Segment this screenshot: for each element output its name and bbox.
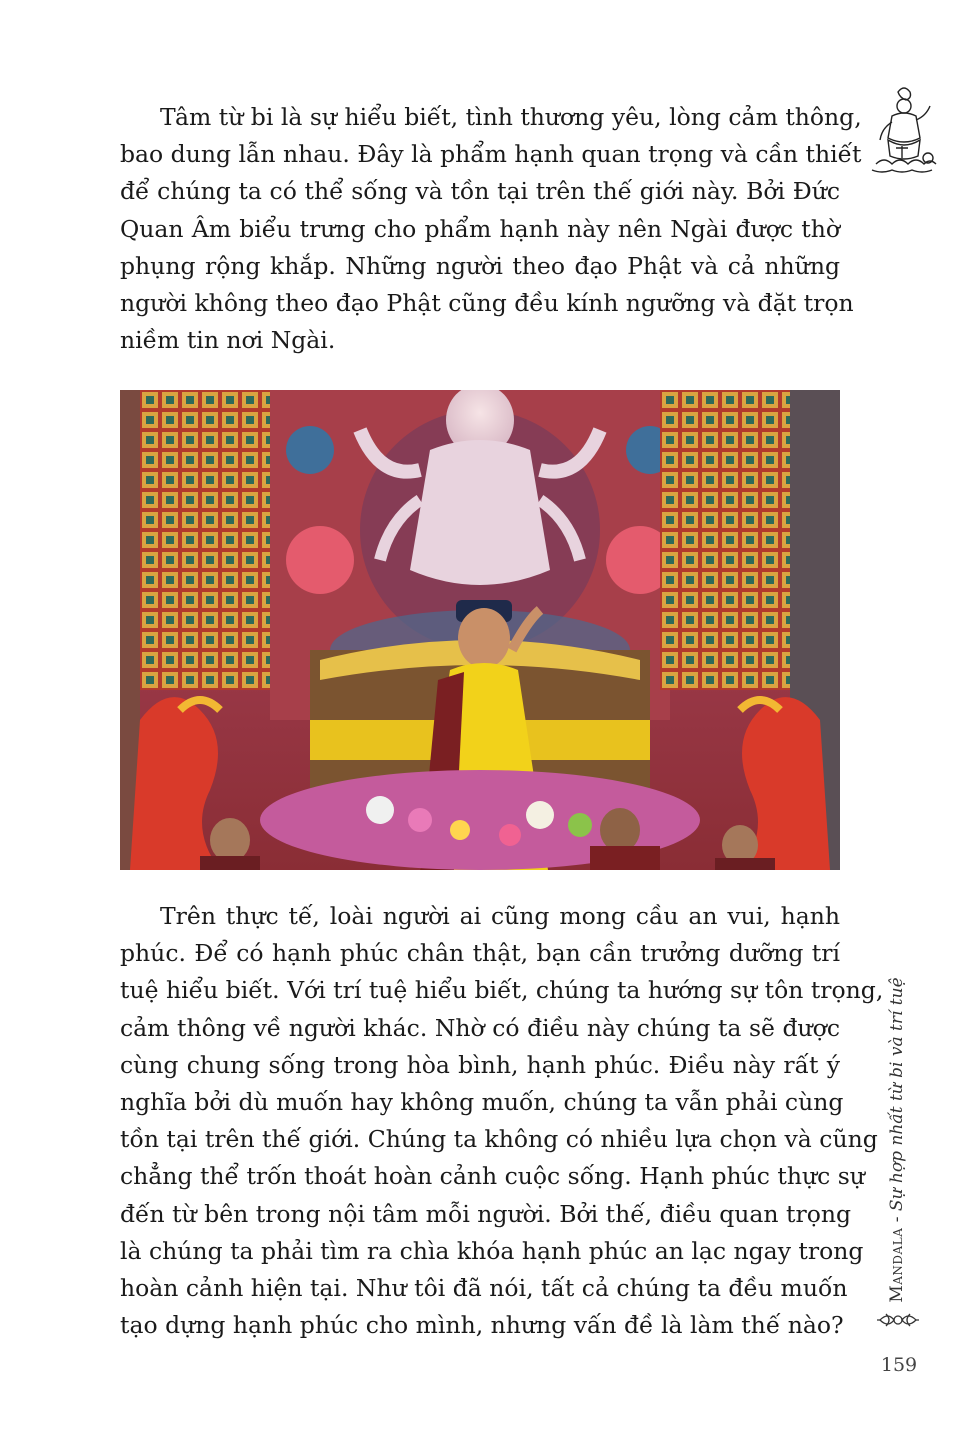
text-line: niềm tin nơi Ngài. <box>120 326 336 355</box>
title-separator: - <box>887 1211 907 1228</box>
dorje-icon <box>876 1306 920 1334</box>
text-line: cảm thông về người khác. Nhờ có điều này chúng ta sẽ được <box>120 1013 840 1042</box>
running-head <box>873 975 921 1305</box>
text-line: phúc. Để có hạnh phúc chân thật, bạn cần trưởng dưỡng trí <box>120 939 840 968</box>
text-line: để chúng ta có thể sống và tồn tại trên thế giới này. Bởi Đức <box>120 177 840 206</box>
text-line: nghĩa bởi dù muốn hay không muốn, chúng ta vẫn phải cùng <box>120 1088 844 1117</box>
text-line: hoàn cảnh hiện tại. Như tôi đã nói, tất cả chúng ta đều muốn <box>120 1274 848 1303</box>
body-paragraph-1 <box>120 99 862 359</box>
text-line: cùng chung sống trong hòa bình, hạnh phúc. Điều này rất ý <box>120 1050 840 1079</box>
page-number: 159 <box>880 1354 918 1376</box>
text-line: Tâm từ bi là sự hiểu biết, tình thương yêu, lòng cảm thông, <box>160 103 862 131</box>
text-line: người không theo đạo Phật cũng đều kính ngưỡng và đặt trọn <box>120 289 854 318</box>
text-line: tạo dựng hạnh phúc cho mình, nhưng vấn đề là làm thế nào? <box>120 1311 844 1340</box>
text-line: Trên thực tế, loài người ai cũng mong cầu an vui, hạnh <box>160 902 840 930</box>
text-line: tuệ hiểu biết. Với trí tuệ hiểu biết, chúng ta hướng sự tôn trọng, <box>120 976 884 1005</box>
text-line: phụng rộng khắp. Những người theo đạo Phật và cả những <box>120 251 840 280</box>
text-line: là chúng ta phải tìm ra chìa khóa hạnh phúc an lạc ngay trong <box>120 1236 864 1265</box>
text-line: chẳng thể trốn thoát hoàn cảnh cuộc sống. Hạnh phúc thực sự <box>120 1162 865 1191</box>
text-line: tồn tại trên thế giới. Chúng ta không có nhiều lựa chọn và cũng <box>120 1125 878 1154</box>
book-title: Mandala <box>887 1227 907 1303</box>
running-head-text <box>887 977 907 1302</box>
deity-figure-icon <box>862 82 942 182</box>
text-line: Quan Âm biểu trưng cho phẩm hạnh này nên Ngài được thờ <box>120 214 840 243</box>
ceremony-photo <box>120 390 840 870</box>
book-subtitle: Sự hợp nhất từ bi và trí tuệ <box>887 977 907 1212</box>
text-line: đến từ bên trong nội tâm mỗi người. Bởi thế, điều quan trọng <box>120 1199 852 1228</box>
text-line: bao dung lẫn nhau. Đây là phẩm hạnh quan trọng và cần thiết <box>120 140 862 169</box>
body-paragraph-2 <box>120 898 884 1344</box>
